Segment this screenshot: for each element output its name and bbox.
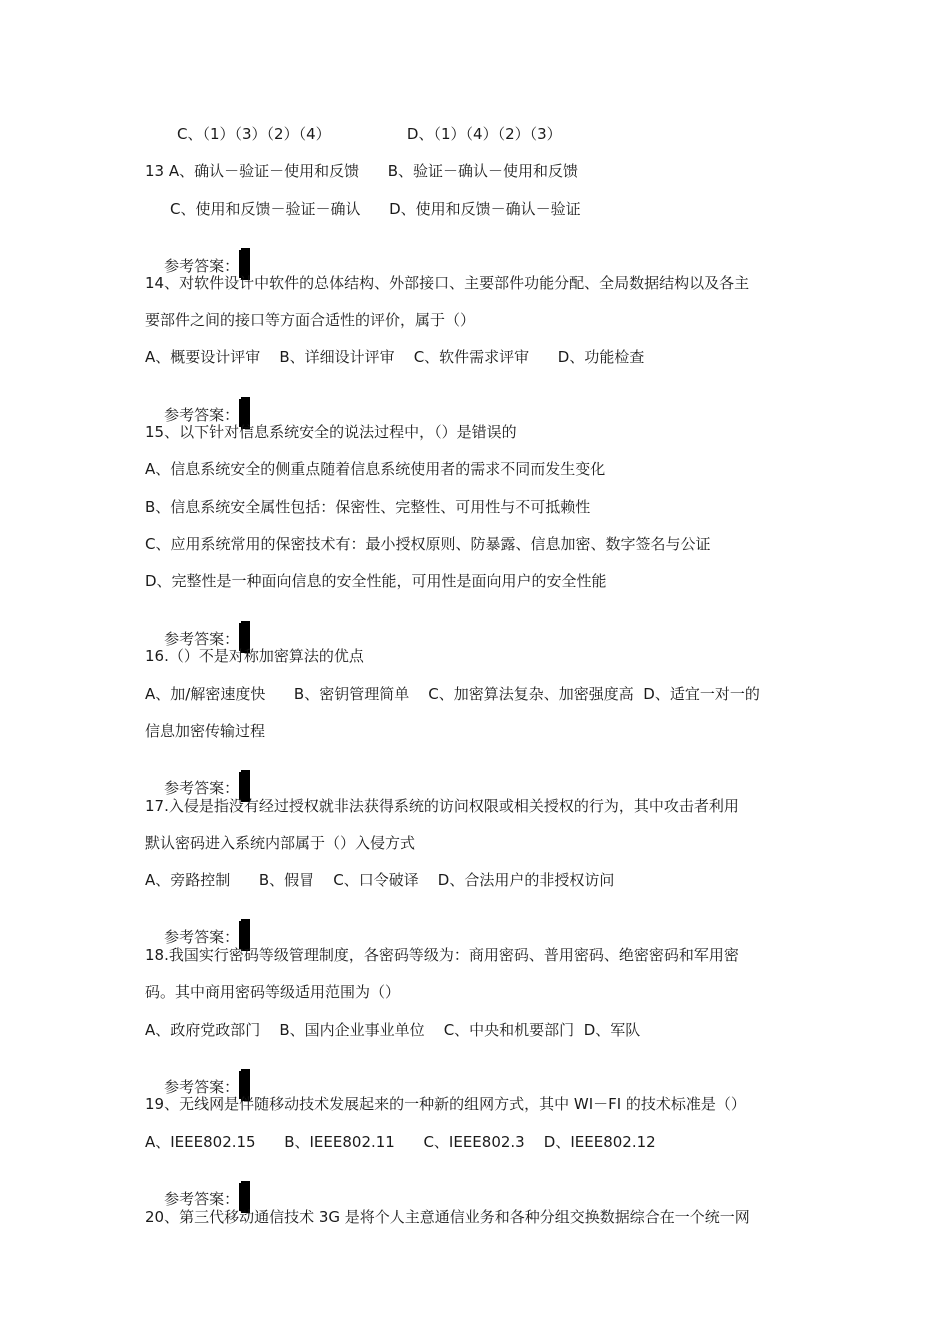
- q17-stem-line1: 17.入侵是指没有经过授权就非法获得系统的访问权限或相关授权的行为，其中攻击者利用: [145, 797, 739, 815]
- q15-stem: 15、以下针对信息系统安全的说法过程中，（）是错误的: [145, 423, 517, 441]
- answer-label: 参考答案：: [164, 1190, 240, 1208]
- answer-label: 参考答案：: [164, 928, 240, 946]
- q15-option-a: A、信息系统安全的侧重点随着信息系统使用者的需求不同而发生变化: [145, 460, 606, 478]
- q19-stem: 19、无线网是伴随移动技术发展起来的一种新的组网方式，其中 WI－FI 的技术标准是（）: [145, 1095, 746, 1113]
- q18-options: A、政府党政部门 B、国内企业事业单位 C、中央和机要部门 D、军队: [145, 1021, 641, 1039]
- q14-options: A、概要设计评审 B、详细设计评审 C、软件需求评审 D、功能检查: [145, 348, 645, 366]
- q19-options: A、IEEE802.15 B、IEEE802.11 C、IEEE802.3 D、IEEE802.12: [145, 1133, 656, 1151]
- answer-label: 参考答案：: [164, 406, 240, 424]
- q12-options-cd: C、（1）（3）（2）（4） D、（1）（4）（2）（3）: [177, 125, 562, 143]
- q18-stem-line1: 18.我国实行密码等级管理制度，各密码等级为：商用密码、普用密码、绝密密码和军用密: [145, 946, 739, 964]
- q15-option-d: D、完整性是一种面向信息的安全性能，可用性是面向用户的安全性能: [145, 572, 607, 590]
- answer-label: 参考答案：: [164, 630, 240, 648]
- q15-option-b: B、信息系统安全属性包括：保密性、完整性、可用性与不可抵赖性: [145, 498, 591, 516]
- q17-options: A、旁路控制 B、假冒 C、口令破译 D、合法用户的非授权访问: [145, 871, 615, 889]
- q20-stem-line1: 20、第三代移动通信技术 3G 是将个人主意通信业务和各种分组交换数据综合在一个统一网: [145, 1208, 750, 1226]
- q15-option-c: C、应用系统常用的保密技术有：最小授权原则、防暴露、信息加密、数字签名与公证: [145, 535, 711, 553]
- answer-label: 参考答案：: [164, 1078, 240, 1096]
- q14-stem-line2: 要部件之间的接口等方面合适性的评价，属于（）: [145, 311, 476, 329]
- q14-stem-line1: 14、对软件设计中软件的总体结构、外部接口、主要部件功能分配、全局数据结构以及各主: [145, 274, 750, 292]
- q13-options-ab: 13 A、确认－验证－使用和反馈 B、验证－确认－使用和反馈: [145, 162, 579, 180]
- answer-label: 参考答案：: [164, 779, 240, 797]
- answer-label: 参考答案：: [164, 257, 240, 275]
- q16-stem: 16.（）不是对称加密算法的优点: [145, 647, 364, 665]
- q13-options-cd: C、使用和反馈－验证－确认 D、使用和反馈－确认－验证: [170, 200, 581, 218]
- q16-options-line2: 信息加密传输过程: [145, 722, 266, 740]
- q17-stem-line2: 默认密码进入系统内部属于（）入侵方式: [145, 834, 416, 852]
- q18-stem-line2: 码。其中商用密码等级适用范围为（）: [145, 983, 401, 1001]
- q16-options-line1: A、加/解密速度快 B、密钥管理简单 C、加密算法复杂、加密强度高 D、适宜一对一的: [145, 685, 760, 703]
